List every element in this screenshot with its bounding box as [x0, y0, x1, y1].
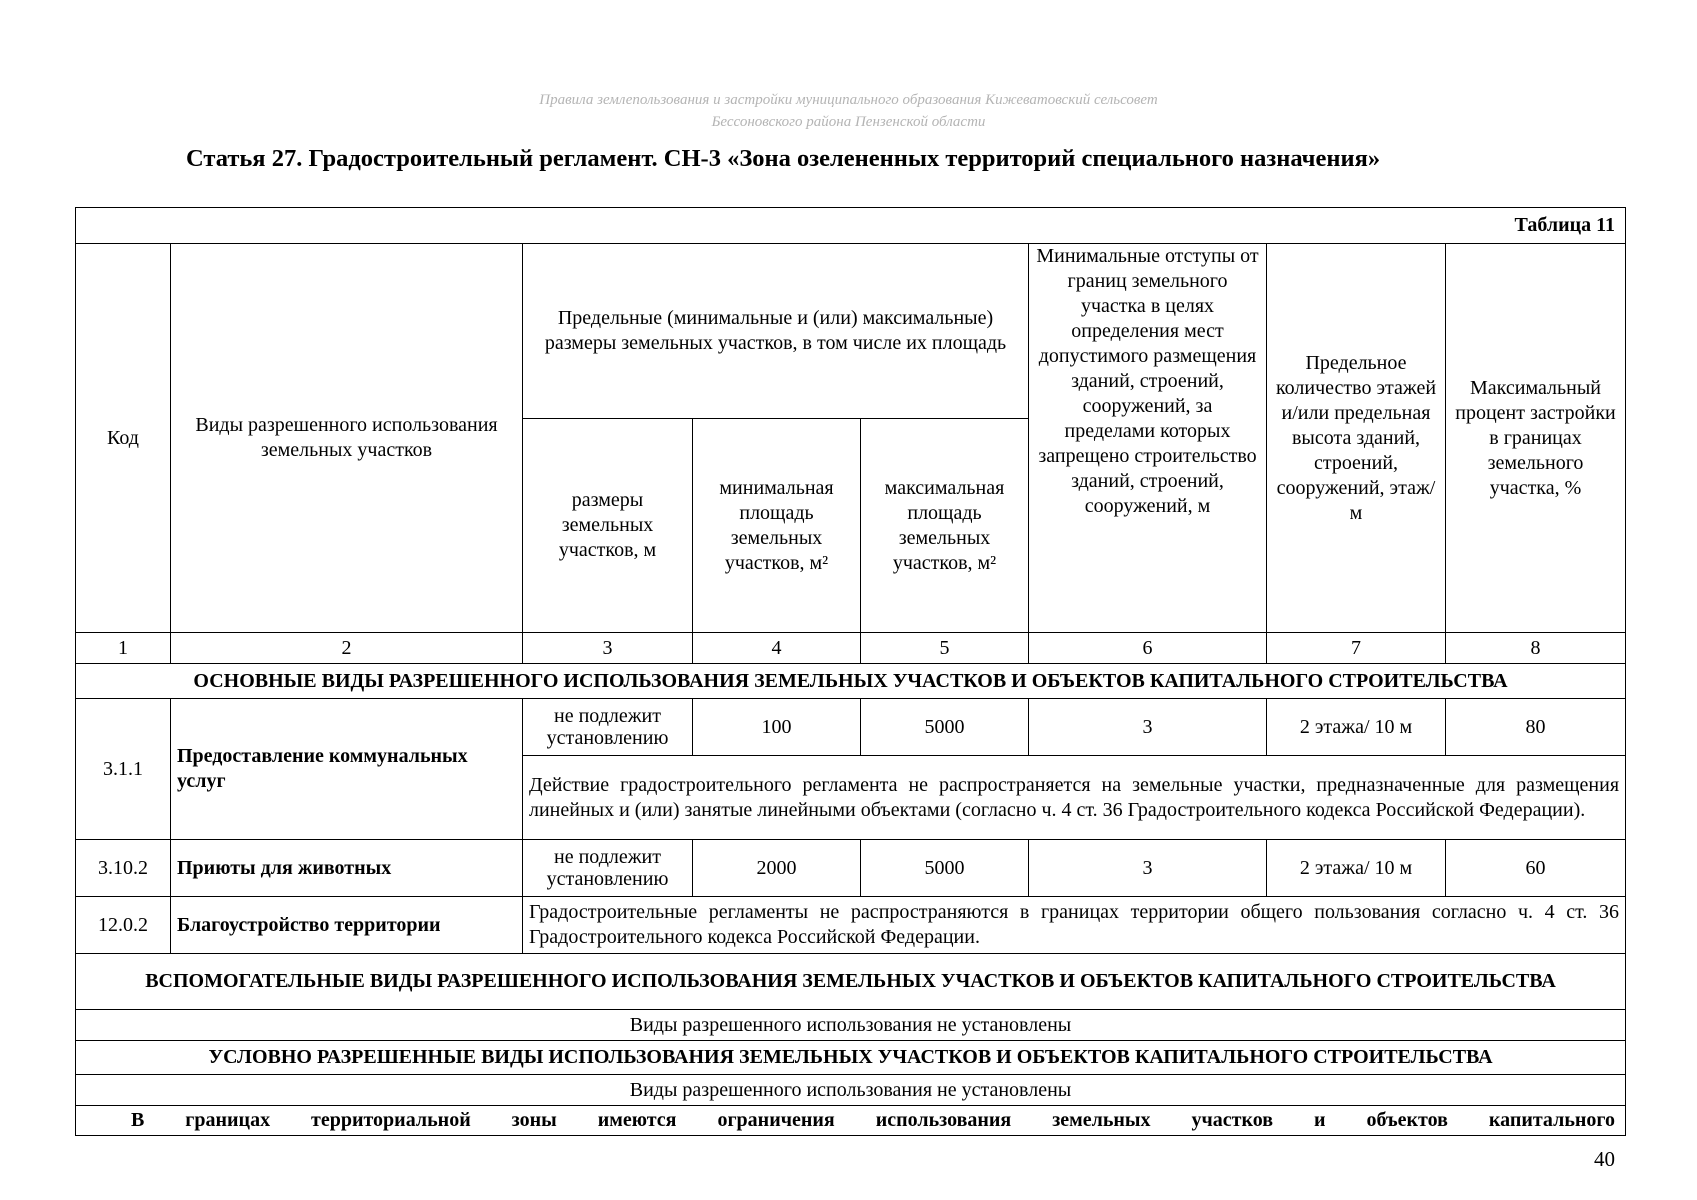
- row-floors: 2 этажа/ 10 м: [1267, 840, 1446, 897]
- table-row: [76, 897, 1626, 954]
- row-max-area: 5000: [861, 840, 1029, 897]
- section-row-main: [76, 664, 1626, 699]
- table-label-row: [76, 208, 1626, 244]
- header-min-area: минимальная площадь земельных участков, м²: [693, 419, 861, 633]
- col-number: 1: [76, 633, 171, 664]
- col-number: 8: [1446, 633, 1626, 664]
- row-setback: 3: [1029, 840, 1267, 897]
- table-label: Таблица 11: [76, 208, 1626, 244]
- section-heading-cond: УСЛОВНО РАЗРЕШЕННЫЕ ВИДЫ ИСПОЛЬЗОВАНИЯ ЗЕМЕЛЬНЫХ УЧАСТКОВ И ОБЪЕКТОВ КАПИТАЛЬНОГО СТРОИТЕЛЬСТВА: [76, 1041, 1626, 1075]
- col-number: 3: [523, 633, 693, 664]
- running-header-line2: Бессоновского района Пензенской области: [711, 114, 986, 130]
- cond-none-row: [76, 1075, 1626, 1106]
- table-row: [76, 840, 1626, 897]
- col-number: 4: [693, 633, 861, 664]
- row-note: Градостроительные регламенты не распространяются в границах территории общего пользования согласно ч. 4 ст. 36 Градостроительного кодекса Российской Федерации.: [523, 897, 1626, 954]
- row-code: 3.1.1: [76, 699, 171, 840]
- row-max-area: 5000: [861, 699, 1029, 756]
- col-number: 5: [861, 633, 1029, 664]
- col-number: 6: [1029, 633, 1267, 664]
- row-coverage: 80: [1446, 699, 1626, 756]
- row-code: 3.10.2: [76, 840, 171, 897]
- header-max-area: максимальная площадь земельных участков, м²: [861, 419, 1029, 633]
- section-heading-aux: ВСПОМОГАТЕЛЬНЫЕ ВИДЫ РАЗРЕШЕННОГО ИСПОЛЬЗОВАНИЯ ЗЕМЕЛЬНЫХ УЧАСТКОВ И ОБЪЕКТОВ КАПИТАЛЬНОГО СТРОИТЕЛЬСТВА: [76, 954, 1626, 1010]
- footer-row: [76, 1106, 1626, 1136]
- section-row-aux: [76, 954, 1626, 1010]
- row-min-area: 2000: [693, 840, 861, 897]
- header-floors: Предельное количество этажей и/или предельная высота зданий, строений, сооружений, этаж/м: [1267, 244, 1446, 633]
- page-number: 40: [1594, 1147, 1615, 1171]
- header-code: Код: [76, 244, 171, 633]
- footer-text: В границах территориальной зоны имеются ограничения использования земельных участков и объектов капитального: [76, 1106, 1626, 1136]
- row-code: 12.0.2: [76, 897, 171, 954]
- regulation-table: [75, 207, 1626, 1136]
- column-numbers-row: [76, 633, 1626, 664]
- article-title: Статья 27. Градостроительный регламент. СН-3 «Зона озелененных территорий специального назначения»: [186, 145, 1381, 172]
- row-name: Приюты для животных: [171, 840, 523, 897]
- header-setbacks: Минимальные отступы от границ земельного участка в целях определения мест допустимого размещения зданий, строений, сооружений, за пределами которых запрещено строительство зданий, строений, сооружений, м: [1029, 244, 1267, 633]
- row-coverage: 60: [1446, 840, 1626, 897]
- aux-none-row: [76, 1010, 1626, 1041]
- row-note: Действие градостроительного регламента не распространяется на земельные участки, предназначенные для размещения линейных и (или) занятые линейными объектами (согласно ч. 4 ст. 36 Градостроительного кодекса Российской Федерации).: [523, 756, 1626, 840]
- row-name: Благоустройство территории: [171, 897, 523, 954]
- cond-none-text: Виды разрешенного использования не установлены: [76, 1075, 1626, 1106]
- section-heading-main: ОСНОВНЫЕ ВИДЫ РАЗРЕШЕННОГО ИСПОЛЬЗОВАНИЯ ЗЕМЕЛЬНЫХ УЧАСТКОВ И ОБЪЕКТОВ КАПИТАЛЬНОГО СТРОИТЕЛЬСТВА: [76, 664, 1626, 699]
- row-min-area: 100: [693, 699, 861, 756]
- table-row: [76, 699, 1626, 756]
- row-setback: 3: [1029, 699, 1267, 756]
- row-name: Предоставление коммунальных услуг: [171, 699, 523, 840]
- row-sizes: не подлежит установлению: [523, 699, 693, 756]
- header-row-1: [76, 244, 1626, 419]
- col-number: 7: [1267, 633, 1446, 664]
- row-floors: 2 этажа/ 10 м: [1267, 699, 1446, 756]
- header-kinds: Виды разрешенного использования земельных участков: [171, 244, 523, 633]
- header-coverage: Максимальный процент застройки в границах земельного участка, %: [1446, 244, 1626, 633]
- col-number: 2: [171, 633, 523, 664]
- running-header-line1: Правила землепользования и застройки муниципального образования Кижеватовский сельсовет: [539, 92, 1158, 108]
- header-limits-group: Предельные (минимальные и (или) максимальные) размеры земельных участков, в том числе их площадь: [523, 244, 1029, 419]
- row-sizes: не подлежит установлению: [523, 840, 693, 897]
- aux-none-text: Виды разрешенного использования не установлены: [76, 1010, 1626, 1041]
- header-sizes: размеры земельных участков, м: [523, 419, 693, 633]
- section-row-cond: [76, 1041, 1626, 1075]
